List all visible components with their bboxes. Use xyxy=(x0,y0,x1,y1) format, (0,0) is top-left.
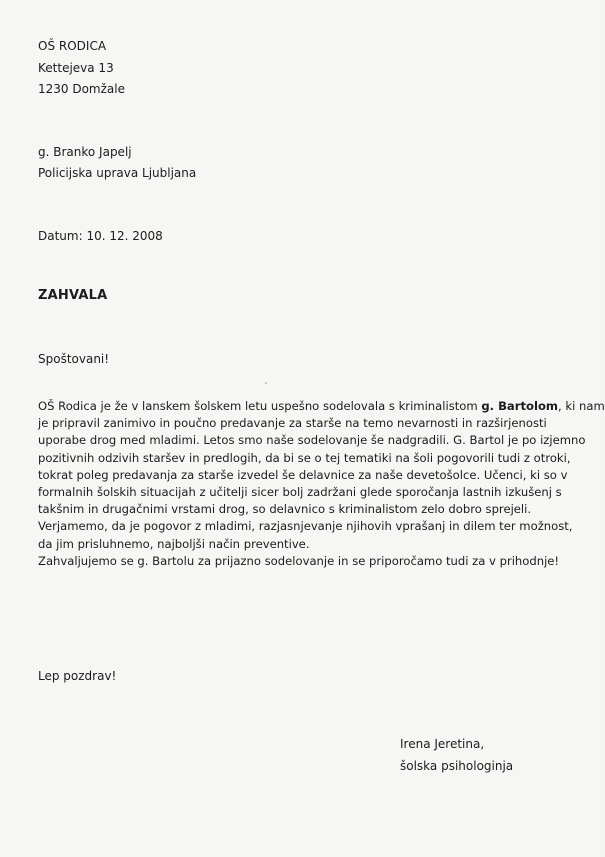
signature-block xyxy=(400,733,513,777)
body-line: formalnih šolskih situacijah z učitelji sicer bolj zadržani glede sporočanja lastnih izkušenj s xyxy=(38,485,562,500)
recipient-organization: Policijska uprava Ljubljana xyxy=(38,166,197,180)
body-line: da jim prisluhnemo, najboljši način preventive. xyxy=(38,536,310,551)
letter-body xyxy=(38,398,605,570)
body-line1-before: OŠ Rodica je že v lanskem šolskem letu uspešno sodelovala s kriminalistom xyxy=(38,399,482,413)
body-line: Verjamemo, da je pogovor z mladimi, razjasnjevanje njihovih vprašanj in dilem ter možnost, xyxy=(38,519,573,534)
sender-name: OŠ RODICA xyxy=(38,39,107,53)
body-line: uporabe drog med mladimi. Letos smo naše sodelovanje še nadgradili. G. Bartol je po izjemno xyxy=(38,433,586,448)
sender-street: Kettejeva 13 xyxy=(38,61,114,75)
body-line1-after: , ki nam xyxy=(558,399,605,413)
scan-speck xyxy=(265,382,267,384)
signature-role: šolska psihologinja xyxy=(400,759,514,773)
letter-title: ZAHVALA xyxy=(38,288,108,303)
closing: Lep pozdrav! xyxy=(38,669,117,683)
signature-name: Irena Jeretina, xyxy=(400,737,485,751)
recipient-name: g. Branko Japelj xyxy=(38,145,132,159)
body-line xyxy=(38,398,605,415)
sender-city: 1230 Domžale xyxy=(38,82,125,96)
salutation: Spoštovani! xyxy=(38,352,110,366)
body-line: takšnim in drugačnimi vrstami drog, so delavnico s kriminalistom zelo dobro sprejeli. xyxy=(38,502,532,517)
body-line: je pripravil zanimivo in poučno predavanje za starše na temo nevarnosti in razširjenosti xyxy=(38,416,547,431)
date-line: Datum: 10. 12. 2008 xyxy=(38,229,163,243)
body-line: pozitivnih odzivih staršev in predlogih, da bi se o tej tematiki na šoli pogovorili tudi z otroki, xyxy=(38,450,571,465)
body-line1-bold: g. Bartolom xyxy=(481,399,559,413)
body-line: tokrat poleg predavanja za starše izvedel še delavnice za naše devetošolce. Učenci, ki so v xyxy=(38,467,568,482)
body-line: Zahvaljujemo se g. Bartolu za prijazno sodelovanje in se priporočamo tudi za v prihodnje! xyxy=(38,553,560,568)
